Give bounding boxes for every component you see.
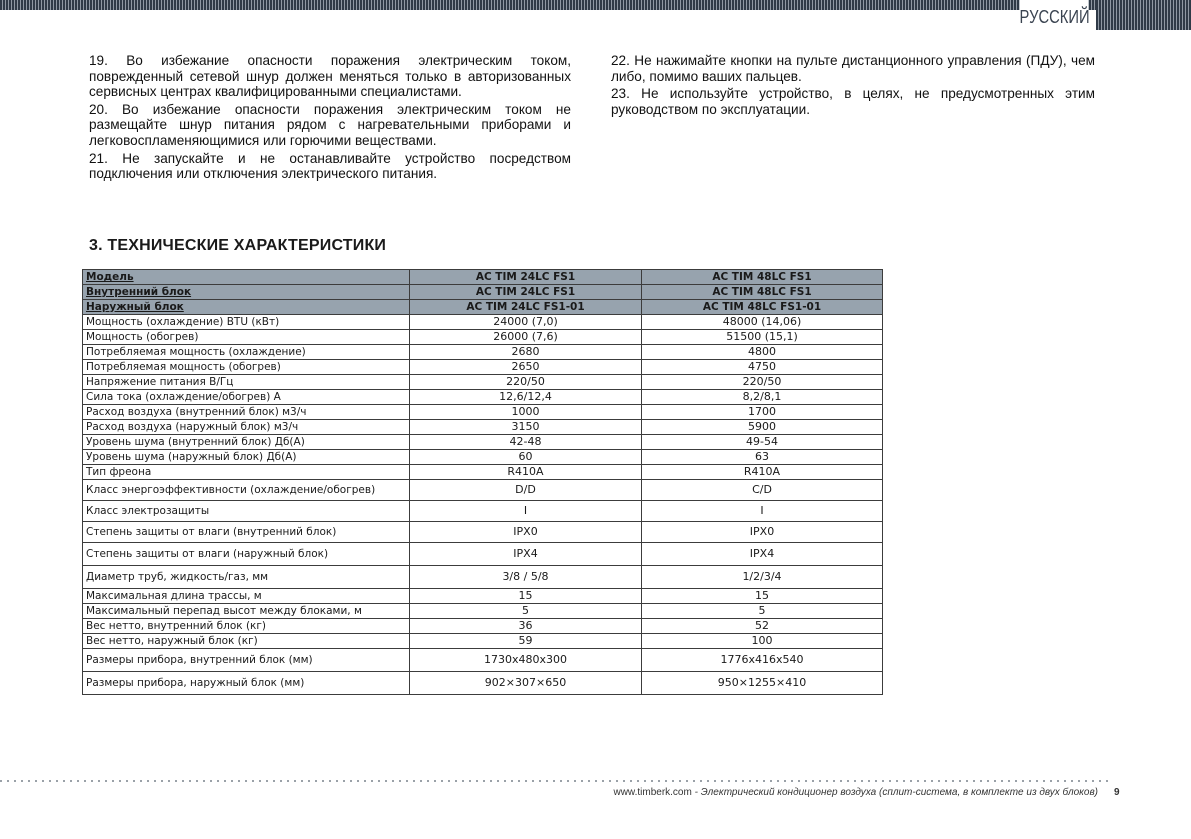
table-cell-model-a: 36 xyxy=(410,619,642,634)
table-row xyxy=(83,420,883,435)
table-cell-model-b: 5 xyxy=(642,604,883,619)
table-cell-model-b: 100 xyxy=(642,634,883,649)
safety-item: 22. Не нажимайте кнопки на пульте дистанционного управления (ПДУ), чем либо, помимо ваших пальцев. xyxy=(611,53,1095,84)
footer-description: - Электрический кондиционер воздуха (сплит-система, в комплекте из двух блоков) xyxy=(691,787,1098,798)
safety-item: 23. Не используйте устройство, в целях, не предусмотренных этим руководством по эксплуатации. xyxy=(611,86,1095,117)
table-cell-label: Расход воздуха (внутренний блок) м3/ч xyxy=(83,405,410,420)
safety-item: 21. Не запускайте и не останавливайте устройство посредством подключения или отключения электрического питания. xyxy=(89,150,571,182)
table-cell-label: Наружный блок xyxy=(83,300,410,315)
language-label: РУССКИЙ xyxy=(1020,0,1089,30)
table-cell-model-b: 4800 xyxy=(642,345,883,360)
spec-table xyxy=(82,269,883,695)
table-cell-model-a: 59 xyxy=(410,634,642,649)
section-title: 3. ТЕХНИЧЕСКИЕ ХАРАКТЕРИСТИКИ xyxy=(89,237,387,254)
header-stripe xyxy=(0,0,1191,10)
table-cell-model-b: 8,2/8,1 xyxy=(642,390,883,405)
table-row xyxy=(83,480,883,501)
table-cell-label: Мощность (охлаждение) BTU (кВт) xyxy=(83,315,410,330)
table-cell-model-a: 24000 (7,0) xyxy=(410,315,642,330)
table-cell-label: Диаметр труб, жидкость/газ, мм xyxy=(83,566,410,589)
table-cell-model-a: D/D xyxy=(410,480,642,501)
table-cell-label: Уровень шума (внутренний блок) Дб(А) xyxy=(83,435,410,450)
table-row xyxy=(83,360,883,375)
table-cell-label: Расход воздуха (наружный блок) м3/ч xyxy=(83,420,410,435)
table-cell-label: Степень защиты от влаги (внутренний блок) xyxy=(83,522,410,543)
table-cell-model-a: 60 xyxy=(410,450,642,465)
header-stripe-right xyxy=(1096,0,1191,30)
table-cell-model-b: 950×1255×410 xyxy=(642,672,883,695)
table-cell-model-a: 5 xyxy=(410,604,642,619)
table-cell-model-b: AC TIM 48LC FS1 xyxy=(642,285,883,300)
table-cell-label: Класс энергоэффективности (охлаждение/обогрев) xyxy=(83,480,410,501)
table-cell-label: Внутренний блок xyxy=(83,285,410,300)
table-row xyxy=(83,672,883,695)
table-cell-model-b: IPX4 xyxy=(642,543,883,566)
table-cell-model-b: C/D xyxy=(642,480,883,501)
table-cell-label: Степень защиты от влаги (наружный блок) xyxy=(83,543,410,566)
table-cell-model-b: 5900 xyxy=(642,420,883,435)
table-row xyxy=(83,634,883,649)
table-cell-model-b: 15 xyxy=(642,589,883,604)
table-cell-model-b: 220/50 xyxy=(642,375,883,390)
table-cell-label: Вес нетто, наружный блок (кг) xyxy=(83,634,410,649)
safety-column-right xyxy=(611,53,1095,119)
table-cell-label: Напряжение питания В/Гц xyxy=(83,375,410,390)
footer-site[interactable]: www.timberk.com xyxy=(613,787,692,798)
table-cell-model-b: 49-54 xyxy=(642,435,883,450)
table-row xyxy=(83,501,883,522)
table-cell-label: Размеры прибора, внутренний блок (мм) xyxy=(83,649,410,672)
table-cell-model-a: 1000 xyxy=(410,405,642,420)
table-cell-model-a: AC TIM 24LC FS1-01 xyxy=(410,300,642,315)
table-row xyxy=(83,522,883,543)
table-row xyxy=(83,435,883,450)
table-cell-model-b: AC TIM 48LC FS1-01 xyxy=(642,300,883,315)
table-cell-model-b: R410A xyxy=(642,465,883,480)
table-cell-model-a: R410A xyxy=(410,465,642,480)
safety-item: 19. Во избежание опасности поражения электрическим током, поврежденный сетевой шнур должен меняться только в авторизованных сервисных центрах квалифицированными специалистами. xyxy=(89,53,571,100)
table-header-row xyxy=(83,300,883,315)
table-cell-model-b: 51500 (15,1) xyxy=(642,330,883,345)
table-cell-label: Модель xyxy=(83,270,410,285)
table-cell-model-a: 12,6/12,4 xyxy=(410,390,642,405)
table-cell-model-b: AC TIM 48LC FS1 xyxy=(642,270,883,285)
table-cell-model-a: 42-48 xyxy=(410,435,642,450)
table-cell-label: Сила тока (охлаждение/обогрев) А xyxy=(83,390,410,405)
table-cell-model-a: IPX4 xyxy=(410,543,642,566)
table-row xyxy=(83,315,883,330)
table-row xyxy=(83,345,883,360)
table-cell-model-b: 52 xyxy=(642,619,883,634)
table-row xyxy=(83,330,883,345)
table-cell-model-b: 1700 xyxy=(642,405,883,420)
footer xyxy=(560,787,1098,798)
table-header-row xyxy=(83,270,883,285)
table-row xyxy=(83,405,883,420)
table-cell-label: Потребляемая мощность (охлаждение) xyxy=(83,345,410,360)
table-cell-model-a: I xyxy=(410,501,642,522)
table-row xyxy=(83,604,883,619)
table-cell-label: Максимальная длина трассы, м xyxy=(83,589,410,604)
table-cell-model-a: 2680 xyxy=(410,345,642,360)
table-cell-model-a: 15 xyxy=(410,589,642,604)
table-cell-label: Потребляемая мощность (обогрев) xyxy=(83,360,410,375)
table-row xyxy=(83,390,883,405)
table-cell-label: Вес нетто, внутренний блок (кг) xyxy=(83,619,410,634)
table-cell-model-a: 26000 (7,6) xyxy=(410,330,642,345)
table-cell-label: Класс электрозащиты xyxy=(83,501,410,522)
table-cell-model-a: 2650 xyxy=(410,360,642,375)
table-row xyxy=(83,375,883,390)
table-cell-model-a: AC TIM 24LC FS1 xyxy=(410,285,642,300)
table-cell-label: Максимальный перепад высот между блоками, м xyxy=(83,604,410,619)
table-cell-model-b: 4750 xyxy=(642,360,883,375)
table-cell-model-a: 3/8 / 5/8 xyxy=(410,566,642,589)
table-cell-model-a: 3150 xyxy=(410,420,642,435)
table-row xyxy=(83,566,883,589)
footer-divider xyxy=(0,780,1110,782)
table-row xyxy=(83,450,883,465)
safety-item: 20. Во избежание опасности поражения электрическим током не размещайте шнур питания рядом с нагревательными приборами и легковоспламеняющимися или горючими веществами. xyxy=(89,101,571,148)
table-cell-model-b: 1/2/3/4 xyxy=(642,566,883,589)
table-header-row xyxy=(83,285,883,300)
table-row xyxy=(83,589,883,604)
table-cell-model-a: 220/50 xyxy=(410,375,642,390)
table-cell-model-b: 48000 (14,06) xyxy=(642,315,883,330)
table-cell-model-b: 63 xyxy=(642,450,883,465)
table-cell-model-a: 1730x480x300 xyxy=(410,649,642,672)
table-cell-label: Тип фреона xyxy=(83,465,410,480)
table-cell-label: Мощность (обогрев) xyxy=(83,330,410,345)
table-row xyxy=(83,543,883,566)
safety-column-left xyxy=(89,53,571,184)
table-cell-model-a: IPX0 xyxy=(410,522,642,543)
table-cell-model-b: I xyxy=(642,501,883,522)
table-row xyxy=(83,619,883,634)
table-cell-label: Размеры прибора, наружный блок (мм) xyxy=(83,672,410,695)
table-row xyxy=(83,465,883,480)
table-cell-model-b: 1776x416x540 xyxy=(642,649,883,672)
table-cell-model-a: 902×307×650 xyxy=(410,672,642,695)
table-cell-model-b: IPX0 xyxy=(642,522,883,543)
page-number: 9 xyxy=(1114,787,1120,798)
table-cell-label: Уровень шума (наружный блок) Дб(А) xyxy=(83,450,410,465)
table-cell-model-a: AC TIM 24LC FS1 xyxy=(410,270,642,285)
table-row xyxy=(83,649,883,672)
